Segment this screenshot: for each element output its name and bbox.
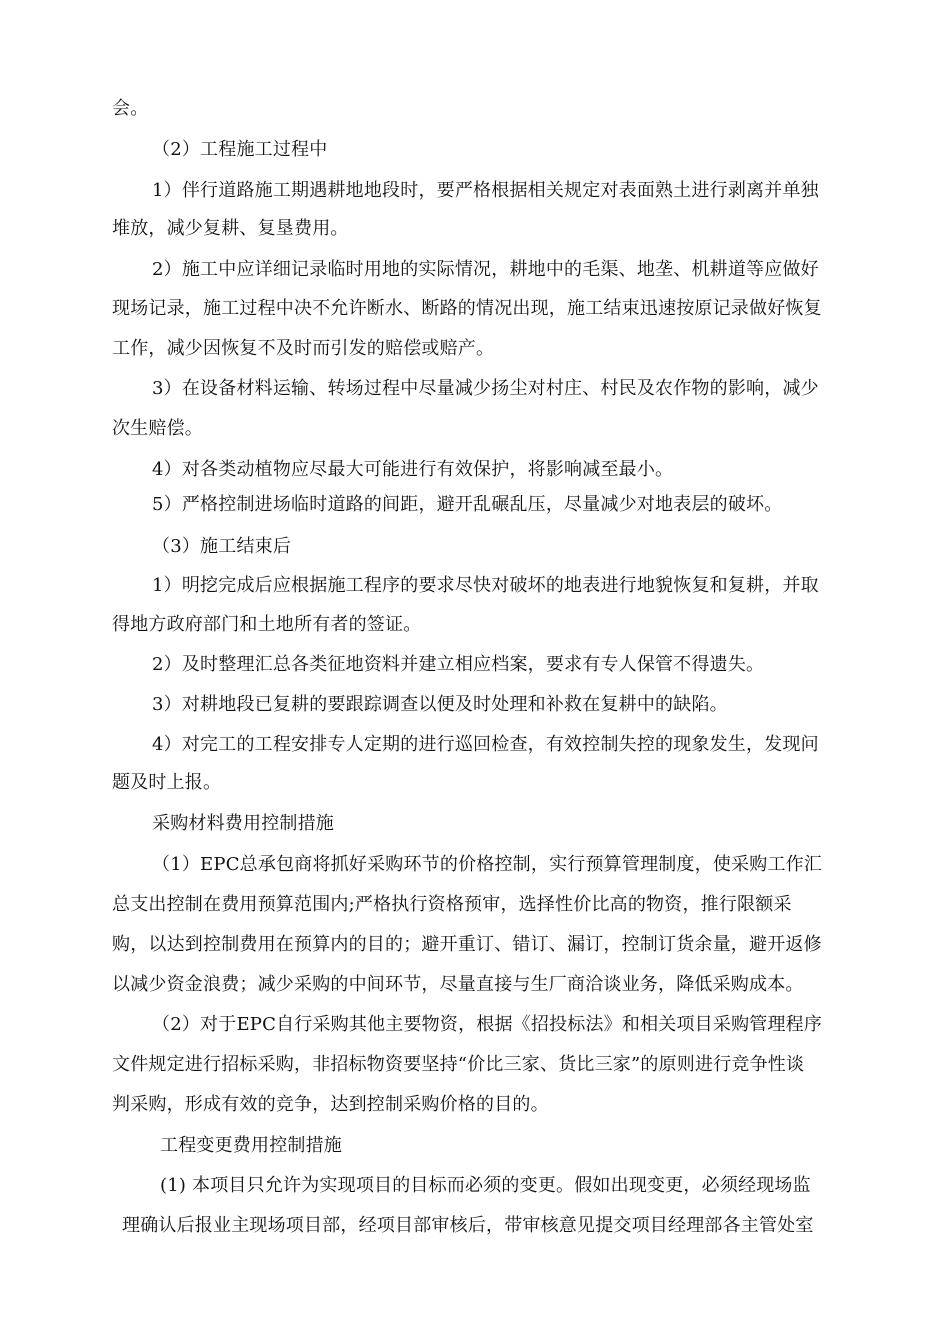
text-line: 现场记录，施工过程中决不允许断水、断路的情况出现，施工结束迅速按原记录做好恢复 [112, 298, 822, 319]
text-line: 判采购，形成有效的竞争，达到控制采购价格的目的。 [112, 1094, 549, 1115]
text-line: (1) 本项目只允许为实现项目的目标而必须的变更。假如出现变更，必须经现场监 [160, 1175, 811, 1196]
section-heading: （3）施工结束后 [152, 536, 292, 557]
text-line: 2）及时整理汇总各类征地资料并建立相应档案，要求有专人保管不得遗失。 [152, 654, 765, 675]
section-heading: （2）工程施工过程中 [152, 139, 328, 160]
text-line: 4）对完工的工程安排专人定期的进行巡回检查，有效控制失控的现象发生，发现问 [152, 734, 819, 755]
text-line: 工作，减少因恢复不及时而引发的赔偿或赔产。 [112, 338, 495, 359]
text-line: 理确认后报业主现场项目部，经项目部审核后，带审核意见提交项目经理部各主管处室 [122, 1215, 814, 1236]
text-line: 2）施工中应详细记录临时用地的实际情况，耕地中的毛渠、地垄、机耕道等应做好 [152, 259, 819, 280]
text-line: 3）在设备材料运输、转场过程中尽量减少扬尘对村庄、村民及农作物的影响，减少 [152, 378, 819, 399]
text-line: （1）EPC总承包商将抓好采购环节的价格控制，实行预算管理制度，使采购工作汇 [152, 854, 823, 875]
text-line: 题及时上报。 [112, 772, 222, 793]
text-line: 得地方政府部门和土地所有者的签证。 [112, 614, 422, 635]
section-heading: 工程变更费用控制措施 [160, 1135, 342, 1156]
text-line: 5）严格控制进场临时道路的间距，避开乱碾乱压，尽量减少对地表层的破坏。 [152, 494, 783, 515]
text-line: 1）明挖完成后应根据施工程序的要求尽快对破坏的地表进行地貌恢复和复耕，并取 [152, 575, 819, 596]
text-line: 次生赔偿。 [112, 418, 203, 439]
text-line: 文件规定进行招标采购，非招标物资要坚持“价比三家、货比三家”的原则进行竞争性谈 [112, 1054, 805, 1075]
text-line: （2）对于EPC自行采购其他主要物资，根据《招投标法》和相关项目采购管理程序 [152, 1014, 823, 1035]
text-line: 1）伴行道路施工期遇耕地地段时，要严格根据相关规定对表面熟土进行剥离并单独 [152, 180, 819, 201]
text-line: 购，以达到控制费用在预算内的目的；避开重订、错订、漏订，控制订货余量，避开返修 [112, 934, 822, 955]
text-line: 总支出控制在费用预算范围内;严格执行资格预审，选择性价比高的物资，推行限额采 [112, 894, 792, 915]
text-line: 4）对各类动植物应尽最大可能进行有效保护，将影响减至最小。 [152, 459, 674, 480]
text-line: 会。 [112, 98, 149, 119]
text-line: 以减少资金浪费；减少采购的中间环节，尽量直接与生厂商洽谈业务，降低采购成本。 [112, 974, 804, 995]
section-heading: 采购材料费用控制措施 [152, 813, 334, 834]
text-line: 堆放，减少复耕、复垦费用。 [112, 218, 349, 239]
text-line: 3）对耕地段已复耕的要跟踪调查以便及时处理和补救在复耕中的缺陷。 [152, 694, 728, 715]
